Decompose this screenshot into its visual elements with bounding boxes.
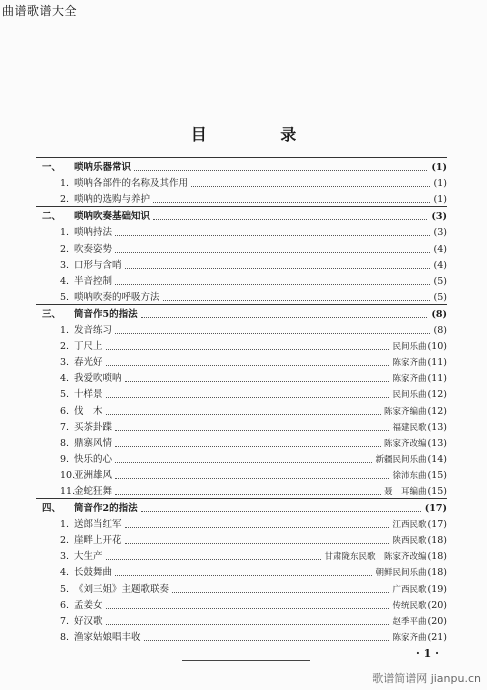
toc-number: 四、 xyxy=(42,503,62,515)
toc-entry-row[interactable] xyxy=(36,579,447,595)
toc-title: 唢呐乐器常识 xyxy=(74,162,132,174)
toc-number: 2. xyxy=(60,194,70,206)
toc-number: 1. xyxy=(60,519,70,531)
toc-number: 3. xyxy=(60,259,70,271)
toc-leader-dots xyxy=(125,381,390,382)
toc-leader-dots xyxy=(106,397,390,398)
toc-leader-dots xyxy=(115,478,389,479)
toc-leader-dots xyxy=(115,462,372,463)
toc-page: (21) xyxy=(427,631,447,643)
toc-leader-dots xyxy=(106,365,390,366)
toc-page: (17) xyxy=(427,519,447,531)
toc-entry-row[interactable] xyxy=(36,272,447,288)
toc-source: 徐沛东曲 xyxy=(392,470,427,481)
toc-leader-dots xyxy=(115,333,430,334)
toc-title: 长鼓舞曲 xyxy=(74,567,113,579)
toc-number: 10. xyxy=(60,469,76,481)
toc-leader-dots xyxy=(115,430,389,431)
toc-page: (20) xyxy=(427,615,447,627)
toc-number: 1. xyxy=(60,227,70,239)
toc-source: 新疆民间乐曲 xyxy=(375,454,427,465)
toc-page: (14) xyxy=(427,453,447,465)
toc-leader-dots xyxy=(106,559,322,560)
toc-leader-dots xyxy=(115,494,381,495)
toc-source: 广西民歌 xyxy=(392,584,427,595)
toc-leader-dots xyxy=(153,219,427,220)
toc-entry-row[interactable] xyxy=(36,385,447,401)
toc-leader-dots xyxy=(125,543,390,544)
toc-page: (12) xyxy=(427,389,447,401)
toc-number: 3. xyxy=(60,357,70,369)
toc-page: (13) xyxy=(427,421,447,433)
toc-entry-row[interactable] xyxy=(36,531,447,547)
toc-number: 11. xyxy=(60,485,76,497)
toc-title: 鼎寨风情 xyxy=(74,437,113,449)
toc-number: 3. xyxy=(60,551,70,563)
toc-entry-row[interactable] xyxy=(36,418,447,434)
toc-page: (4) xyxy=(433,259,447,271)
toc-source: 陈家齐曲 xyxy=(392,374,427,385)
toc-page: (12) xyxy=(427,405,447,417)
toc-leader-dots xyxy=(115,446,381,447)
toc-number: 1. xyxy=(60,178,70,190)
toc-number: 6. xyxy=(60,405,70,417)
toc-title: 十样景 xyxy=(74,389,103,401)
toc-source: 赵季平曲 xyxy=(392,616,427,627)
toc-page: (20) xyxy=(427,599,447,611)
toc-title: 送郎当红军 xyxy=(74,519,122,531)
toc-title: 筒音作5的指法 xyxy=(74,308,138,320)
toc-page: (11) xyxy=(427,373,447,385)
toc-number: 5. xyxy=(60,291,70,303)
toc-source: 陈家齐编曲 xyxy=(383,406,427,417)
toc-title: 丁尺上 xyxy=(74,341,103,353)
site-header: 曲谱歌谱大全 xyxy=(2,4,78,18)
toc-source: 陈家齐曲 xyxy=(392,358,427,369)
toc-source: 江西民歌 xyxy=(392,520,427,531)
toc-title: 吹奏姿势 xyxy=(74,243,113,255)
toc-leader-dots xyxy=(134,170,427,171)
toc-number: 4. xyxy=(60,567,70,579)
toc-entry-row[interactable] xyxy=(36,288,447,304)
toc-number: 5. xyxy=(60,389,70,401)
toc-title: 唢呐各部件的名称及其作用 xyxy=(74,178,189,190)
toc-entry-row[interactable] xyxy=(36,256,447,272)
toc-entry-row[interactable] xyxy=(36,434,447,450)
toc-source: 民间乐曲 xyxy=(392,342,427,353)
toc-page: (10) xyxy=(427,341,447,353)
toc-title: 伐 木 xyxy=(74,405,103,417)
toc-entry-row[interactable] xyxy=(36,466,447,482)
toc-leader-dots xyxy=(115,252,430,253)
toc-number: 6. xyxy=(60,599,70,611)
toc-number: 7. xyxy=(60,615,70,627)
toc-title: 亚洲雄风 xyxy=(74,469,113,481)
toc-title: 唢呐的选购与养护 xyxy=(74,194,151,206)
toc-number: 4. xyxy=(60,373,70,385)
toc-title: 大生产 xyxy=(74,551,103,563)
toc-number: 三、 xyxy=(42,308,62,320)
toc-page: (1) xyxy=(433,194,447,206)
toc-title: 崖畔上开花 xyxy=(74,535,122,547)
toc-entry-row[interactable] xyxy=(36,353,447,369)
toc-entry-row[interactable] xyxy=(36,482,447,498)
toc-page: (18) xyxy=(427,567,447,579)
toc-page: (1) xyxy=(433,178,447,190)
toc-number: 一、 xyxy=(42,162,62,174)
toc-leader-dots xyxy=(153,202,430,203)
toc-source: 甘肃陇东民歌 陈家齐改编 xyxy=(324,552,427,563)
toc-leader-dots xyxy=(115,235,430,236)
toc-page: (8) xyxy=(433,325,447,337)
toc-page: (13) xyxy=(427,437,447,449)
toc-page: (15) xyxy=(427,469,447,481)
toc-leader-dots xyxy=(163,300,430,301)
toc-page: (17) xyxy=(424,503,447,515)
toc-source: 朝鲜民间乐曲 xyxy=(375,568,427,579)
toc-title: 《刘三姐》主题歌联奏 xyxy=(74,583,170,595)
toc-entry-row[interactable] xyxy=(36,401,447,417)
toc-title: 买茶卦蹀 xyxy=(74,421,113,433)
toc-number: 1. xyxy=(60,325,70,337)
toc-title: 快乐的心 xyxy=(74,453,113,465)
toc-number: 8. xyxy=(60,631,70,643)
toc-source: 民间乐曲 xyxy=(392,390,427,401)
toc-number: 5. xyxy=(60,583,70,595)
toc-number: 9. xyxy=(60,453,70,465)
toc-page: (18) xyxy=(427,551,447,563)
toc-title: 唢呐吹奏的呼吸方法 xyxy=(74,291,160,303)
toc-entry-row[interactable] xyxy=(36,628,447,644)
toc-entry-row[interactable] xyxy=(36,612,447,628)
toc-leader-dots xyxy=(125,527,390,528)
toc-source: 陕西民歌 xyxy=(392,536,427,547)
toc-source: 福建民歌 xyxy=(392,422,427,433)
toc-page: (11) xyxy=(427,357,447,369)
toc-title: 我爱吹唢呐 xyxy=(74,373,122,385)
toc-source: 陈家齐改编 xyxy=(383,438,427,449)
watermark: 歌谱简谱网 jianpu.cn xyxy=(372,672,481,685)
toc-section-row[interactable] xyxy=(36,158,447,174)
toc-section-row[interactable] xyxy=(36,207,447,223)
toc-number: 2. xyxy=(60,341,70,353)
toc-entry-row[interactable] xyxy=(36,337,447,353)
toc-leader-dots xyxy=(191,186,430,187)
toc-page: (3) xyxy=(433,227,447,239)
toc-entry-row[interactable] xyxy=(36,239,447,255)
toc-title: 好汉歌 xyxy=(74,615,103,627)
toc-entry-row[interactable] xyxy=(36,369,447,385)
toc-leader-dots xyxy=(115,575,372,576)
toc-source: 聂 耳编曲 xyxy=(383,486,427,497)
toc-page: (4) xyxy=(433,243,447,255)
toc-page: (18) xyxy=(427,535,447,547)
toc-source: 传统民歌 xyxy=(392,600,427,611)
toc-title: 唢呐持法 xyxy=(74,227,113,239)
toc-leader-dots xyxy=(115,284,430,285)
toc-leader-dots xyxy=(125,268,430,269)
toc-leader-dots xyxy=(106,414,381,415)
toc-entry-row[interactable] xyxy=(36,563,447,579)
toc-page: (15) xyxy=(427,485,447,497)
toc-title: 渔家姑娘唱丰收 xyxy=(74,631,141,643)
toc-leader-dots xyxy=(106,608,390,609)
toc-number: 2. xyxy=(60,535,70,547)
toc-page: (5) xyxy=(433,291,447,303)
toc-number: 2. xyxy=(60,243,70,255)
toc-source: 陈家齐曲 xyxy=(392,632,427,643)
page-title: 目 录 xyxy=(190,125,331,144)
toc-number: 8. xyxy=(60,437,70,449)
toc-page: (1) xyxy=(431,162,447,174)
toc-entry-row[interactable] xyxy=(36,321,447,337)
toc-section-row[interactable] xyxy=(36,305,447,321)
toc-title: 口形与含哨 xyxy=(74,259,122,271)
toc-leader-dots xyxy=(141,317,428,318)
page-number: · 1 · xyxy=(416,647,439,660)
bottom-rule xyxy=(182,660,310,661)
toc-entry-row[interactable] xyxy=(36,174,447,190)
toc-page: (5) xyxy=(433,275,447,287)
toc-title: 发音练习 xyxy=(74,325,113,337)
toc-leader-dots xyxy=(106,624,390,625)
toc-title: 孟姜女 xyxy=(74,599,103,611)
toc-number: 4. xyxy=(60,275,70,287)
toc-leader-dots xyxy=(106,349,390,350)
toc-title: 筒音作2的指法 xyxy=(74,503,138,515)
table-of-contents xyxy=(36,157,447,644)
toc-entry-row[interactable] xyxy=(36,190,447,206)
toc-page: (8) xyxy=(431,308,447,320)
toc-entry-row[interactable] xyxy=(36,596,447,612)
toc-entry-row[interactable] xyxy=(36,223,447,239)
toc-number: 二、 xyxy=(42,211,62,223)
toc-title: 春光好 xyxy=(74,357,103,369)
toc-entry-row[interactable] xyxy=(36,450,447,466)
toc-number: 7. xyxy=(60,421,70,433)
toc-leader-dots xyxy=(172,592,389,593)
toc-leader-dots xyxy=(141,511,421,512)
toc-page: (3) xyxy=(431,211,447,223)
toc-title: 金蛇狂舞 xyxy=(74,485,113,497)
toc-page: (19) xyxy=(427,583,447,595)
toc-title: 半音控制 xyxy=(74,275,113,287)
toc-leader-dots xyxy=(144,640,390,641)
toc-entry-row[interactable] xyxy=(36,547,447,563)
toc-section-row[interactable] xyxy=(36,499,447,515)
toc-entry-row[interactable] xyxy=(36,515,447,531)
toc-title: 唢呐吹奏基础知识 xyxy=(74,211,151,223)
